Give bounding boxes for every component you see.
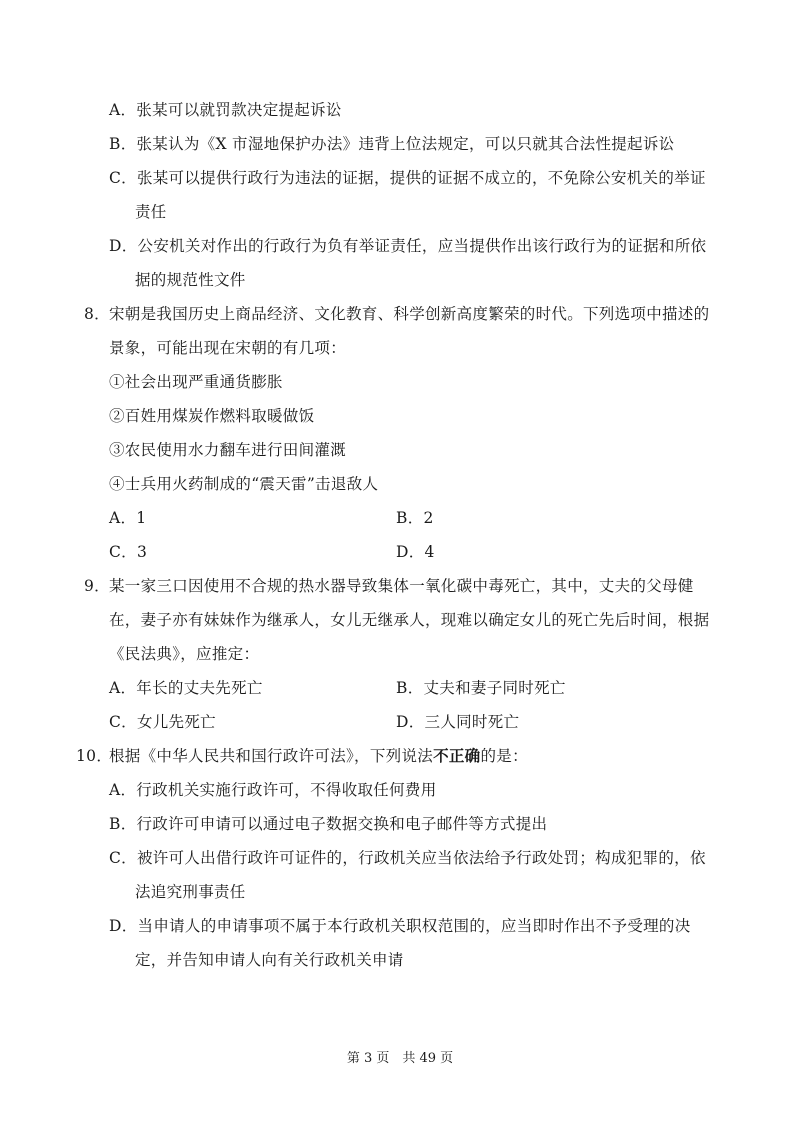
q9-option-b: B．丈夫和妻子同时死亡 — [396, 679, 566, 697]
q9-option-d: D．三人同时死亡 — [396, 713, 520, 731]
q9-stem-line2: 在，妻子亦有妹妹作为继承人，女儿无继承人，现难以确定女儿的死亡先后时间，根据 — [109, 611, 710, 629]
q9-stem-line1: 某一家三口因使用不合规的热水器导致集体一氧化碳中毒死亡，其中，丈夫的父母健 — [109, 577, 694, 595]
q8-option-a: A．1 — [109, 509, 147, 527]
q10-option-d-line1: D．当申请人的申请事项不属于本行政机关职权范围的，应当即时作出不予受理的决 — [109, 917, 691, 935]
q10-number: 10． — [76, 747, 113, 765]
q10-stem — [109, 745, 528, 767]
q7-option-d-line1: D．公安机关对作出的行政行为负有举证责任，应当提供作出该行政行为的证据和所依 — [109, 237, 707, 255]
q10-stem-post: 的是： — [480, 747, 528, 765]
q8-stem-line2: 景象，可能出现在宋朝的有几项： — [109, 339, 347, 357]
q8-option-b: B．2 — [396, 509, 434, 527]
q7-option-b: B．张某认为《X 市湿地保护办法》违背上位法规定，可以只就其合法性提起诉讼 — [109, 135, 675, 153]
q10-stem-emphasis: 不正确 — [433, 746, 481, 765]
q9-option-a: A．年长的丈夫先死亡 — [109, 679, 263, 697]
q10-option-c-line2: 法追究刑事责任 — [135, 883, 246, 901]
q9-number: 9． — [84, 577, 110, 595]
q10-option-b: B．行政许可申请可以通过电子数据交换和电子邮件等方式提出 — [109, 815, 548, 833]
q7-option-a: A．张某可以就罚款决定提起诉讼 — [109, 101, 342, 119]
q10-option-d-line2: 定，并告知申请人向有关行政机关申请 — [135, 951, 404, 969]
q8-item-2: ②百姓用煤炭作燃料取暖做饭 — [109, 407, 315, 425]
q8-stem-line1: 宋朝是我国历史上商品经济、文化教育、科学创新高度繁荣的时代。下列选项中描述的 — [109, 305, 710, 323]
q8-item-4: ④士兵用火药制成的“震天雷”击退敌人 — [109, 475, 379, 493]
q8-item-3: ③农民使用水力翻车进行田间灌溉 — [109, 441, 347, 459]
q8-number: 8． — [84, 305, 110, 323]
page-footer: 第 3 页 共 49 页 — [346, 1051, 454, 1066]
q9-stem-line3: 《民法典》，应推定： — [109, 645, 260, 663]
q10-option-c-line1: C．被许可人出借行政许可证件的，行政机关应当依法给予行政处罚；构成犯罪的，依 — [109, 849, 706, 867]
q8-option-c: C．3 — [109, 543, 148, 561]
q7-option-c-line1: C．张某可以提供行政行为违法的证据，提供的证据不成立的，不免除公安机关的举证 — [109, 169, 706, 187]
q8-option-d: D．4 — [396, 543, 435, 561]
q7-option-d-line2: 据的规范性文件 — [135, 271, 246, 289]
q10-option-a: A．行政机关实施行政许可，不得收取任何费用 — [109, 781, 437, 799]
q10-stem-pre: 根据《中华人民共和国行政许可法》，下列说法 — [109, 747, 434, 765]
q9-option-c: C．女儿先死亡 — [109, 713, 216, 731]
q8-item-1: ①社会出现严重通货膨胀 — [109, 373, 283, 391]
q7-option-c-line2: 责任 — [135, 203, 167, 221]
